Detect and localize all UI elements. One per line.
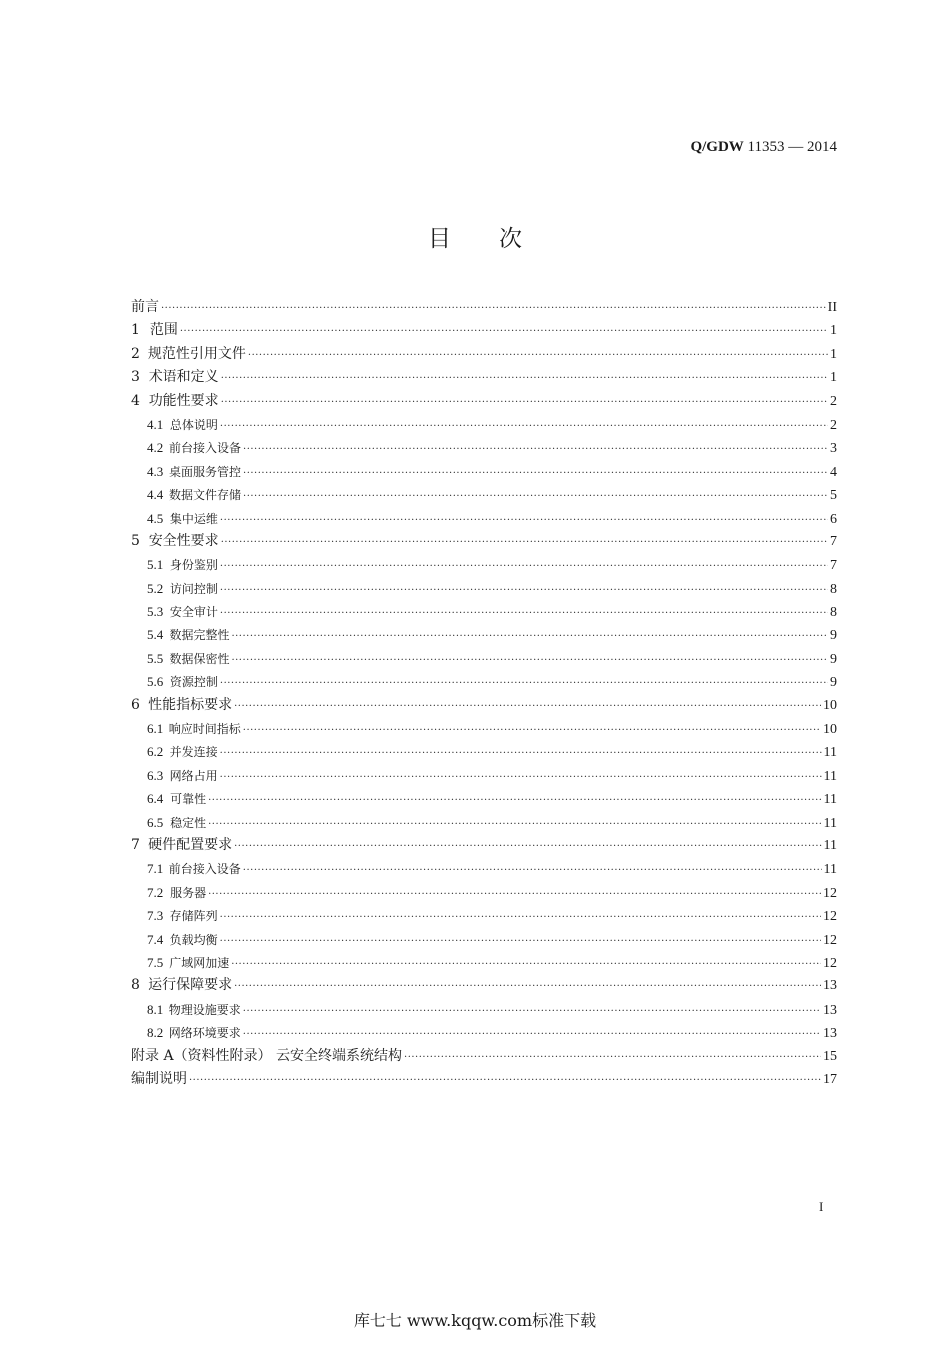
- toc-entry-label: 前台接入设备: [169, 441, 242, 456]
- toc-entry-label: 并发连接: [169, 745, 218, 760]
- toc-leader-dots: [189, 1069, 821, 1092]
- toc-entry-label: 身份鉴别: [169, 558, 218, 573]
- toc-entry-label: 负载均衡: [169, 932, 218, 947]
- toc-entry-number: 1: [131, 322, 140, 339]
- toc-entry-page: 7: [830, 558, 837, 574]
- toc-entry-label: 术语和定义: [148, 369, 219, 386]
- toc-leader-dots: [180, 320, 828, 343]
- toc-entry-label: 物理设施要求: [168, 1002, 241, 1017]
- toc-entry-page: 3: [830, 441, 837, 457]
- toc-entry-page: 10: [823, 722, 837, 738]
- toc-entry-number: 5.4: [147, 627, 164, 643]
- toc-entry-label: 响应时间指标: [168, 722, 241, 737]
- toc-entry-page: 4: [830, 464, 837, 480]
- toc-entry-page: 7: [830, 533, 837, 549]
- toc-entry-page: 11: [823, 815, 837, 831]
- toc-entry-label: 稳定性: [170, 815, 207, 830]
- toc-entry-number: 4.2: [147, 440, 164, 456]
- toc-entry-number: 7.4: [147, 931, 164, 947]
- toc-entry-label: 性能指标要求: [148, 696, 233, 713]
- standard-code-number: 11353 — 2014: [743, 139, 837, 155]
- toc-leader-dots: [220, 555, 828, 578]
- toc-leader-dots: [220, 906, 821, 929]
- toc-entry-label: 范围: [149, 322, 178, 339]
- toc-entry-label: 访问控制: [169, 581, 218, 596]
- toc-entry-label: 网络占用: [169, 768, 218, 783]
- toc-leader-dots: [220, 766, 822, 789]
- toc-entry-page: 13: [823, 1026, 837, 1042]
- toc-entry[interactable]: [131, 928, 837, 951]
- toc-entry[interactable]: [131, 974, 837, 997]
- toc-entry-number: 5.5: [147, 650, 164, 666]
- toc-entry-number: 7: [131, 836, 140, 853]
- toc-entry-label: 硬件配置要求: [148, 836, 233, 853]
- toc-entry-number: 5.1: [147, 557, 164, 573]
- toc-entry-page: II: [827, 300, 837, 315]
- toc-entry[interactable]: [131, 1068, 837, 1091]
- toc-entry-page: 8: [830, 581, 837, 597]
- toc-entry-number: 6.5: [147, 814, 164, 830]
- toc-entry-label: 安全性要求: [148, 532, 219, 549]
- toc-entry-page: 12: [823, 885, 837, 901]
- toc-leader-dots: [231, 953, 821, 976]
- toc-entry-label: 存储阵列: [169, 909, 218, 924]
- toc-entry[interactable]: [131, 670, 837, 693]
- toc-entry-number: 8: [131, 977, 140, 994]
- toc-entry-label: 总体说明: [169, 417, 218, 432]
- toc-entry-page: 15: [823, 1048, 837, 1064]
- toc-entry[interactable]: [131, 577, 837, 600]
- toc-leader-dots: [243, 1000, 821, 1023]
- toc-entry-label: 编制说明: [131, 1070, 187, 1087]
- toc-entry[interactable]: [131, 1021, 837, 1044]
- toc-entry[interactable]: [131, 881, 837, 904]
- table-of-contents: [131, 296, 837, 1091]
- toc-entry[interactable]: [131, 553, 837, 576]
- toc-leader-dots: [234, 695, 821, 718]
- toc-entry[interactable]: [131, 390, 837, 413]
- toc-entry[interactable]: [131, 507, 837, 530]
- toc-entry-label: 数据文件存储: [169, 488, 242, 503]
- toc-entry[interactable]: [131, 436, 837, 459]
- toc-entry-page: 12: [823, 955, 837, 971]
- toc-entry[interactable]: [131, 1045, 837, 1068]
- toc-entry[interactable]: [131, 834, 837, 857]
- toc-entry-number: 4.3: [147, 463, 164, 479]
- toc-entry-label: 前言: [131, 299, 159, 315]
- toc-entry-page: 11: [823, 862, 837, 878]
- toc-leader-dots: [208, 883, 821, 906]
- toc-entry-number: 7.2: [147, 884, 164, 900]
- toc-entry-page: 11: [823, 768, 837, 784]
- toc-entry-number: 7.3: [147, 908, 164, 924]
- toc-entry[interactable]: [131, 764, 837, 787]
- page-number: I: [819, 1199, 824, 1214]
- toc-entry-number: 8.1: [147, 1001, 164, 1017]
- toc-entry-page: 2: [830, 393, 837, 409]
- toc-entry-page: 9: [830, 675, 837, 691]
- toc-entry-number: 8.2: [147, 1025, 164, 1041]
- toc-entry[interactable]: [131, 623, 837, 646]
- toc-entry-number: 7.5: [147, 954, 164, 970]
- toc-entry-label: 桌面服务管控: [169, 464, 242, 479]
- toc-leader-dots: [231, 625, 828, 648]
- toc-leader-dots: [234, 835, 821, 858]
- toc-entry[interactable]: [131, 600, 837, 623]
- toc-entry-page: 1: [830, 346, 837, 362]
- toc-entry-number: 6.4: [147, 791, 164, 807]
- toc-leader-dots: [221, 531, 828, 554]
- toc-entry-label: 附录 A（资料性附录） 云安全终端系统结构: [131, 1047, 403, 1064]
- toc-entry-page: 6: [830, 511, 837, 527]
- standard-code-prefix: Q/GDW: [690, 139, 744, 155]
- toc-entry[interactable]: [131, 998, 837, 1021]
- toc-entry-page: 12: [823, 932, 837, 948]
- toc-entry-number: 4.5: [147, 510, 164, 526]
- toc-entry-label: 集中运维: [169, 511, 218, 526]
- toc-leader-dots: [220, 930, 821, 953]
- toc-entry-label: 功能性要求: [148, 392, 219, 409]
- toc-entry[interactable]: [131, 530, 837, 553]
- toc-entry-number: 4.4: [147, 487, 164, 503]
- toc-entry[interactable]: [131, 811, 837, 834]
- toc-entry[interactable]: [131, 460, 837, 483]
- toc-leader-dots: [243, 719, 821, 742]
- page-title: 目次: [428, 226, 570, 252]
- toc-entry[interactable]: [131, 904, 837, 927]
- toc-leader-dots: [220, 602, 828, 625]
- toc-entry-page: 11: [823, 745, 837, 761]
- toc-entry-number: 5.2: [147, 580, 164, 596]
- toc-entry-label: 安全审计: [169, 605, 218, 620]
- toc-entry-page: 5: [830, 488, 837, 504]
- toc-entry-page: 11: [823, 837, 837, 853]
- toc-entry-page: 10: [823, 697, 837, 713]
- toc-entry[interactable]: [131, 694, 837, 717]
- toc-leader-dots: [243, 1023, 821, 1046]
- toc-entry-number: 6: [131, 696, 140, 713]
- toc-entry[interactable]: [131, 483, 837, 506]
- toc-entry-page: 11: [823, 792, 837, 808]
- toc-entry-label: 运行保障要求: [148, 977, 233, 994]
- toc-entry[interactable]: [131, 857, 837, 880]
- toc-entry-number: 4: [131, 392, 140, 409]
- toc-leader-dots: [234, 975, 821, 998]
- toc-entry-number: 7.1: [147, 861, 164, 877]
- toc-entry-page: 9: [830, 628, 837, 644]
- standard-code: [690, 139, 837, 156]
- toc-entry[interactable]: [131, 717, 837, 740]
- toc-leader-dots: [220, 742, 822, 765]
- toc-entry-label: 广域网加速: [169, 955, 230, 970]
- toc-leader-dots: [248, 344, 828, 367]
- toc-entry-label: 网络环境要求: [168, 1026, 241, 1041]
- watermark-footer: 库七七 www.kqqw.com标准下载: [353, 1311, 597, 1330]
- toc-entry[interactable]: [131, 787, 837, 810]
- toc-entry-label: 可靠性: [170, 792, 207, 807]
- toc-leader-dots: [243, 859, 822, 882]
- toc-entry-number: 6.1: [147, 721, 164, 737]
- toc-leader-dots: [220, 672, 828, 695]
- toc-entry-number: 4.1: [147, 416, 164, 432]
- toc-entry-number: 6.3: [147, 767, 164, 783]
- toc-leader-dots: [161, 297, 826, 320]
- toc-entry-number: 5.3: [147, 604, 164, 620]
- toc-entry[interactable]: [131, 319, 837, 342]
- toc-leader-dots: [221, 367, 828, 390]
- toc-entry-number: 2: [131, 345, 140, 362]
- toc-leader-dots: [208, 813, 821, 836]
- toc-entry-number: 6.2: [147, 744, 164, 760]
- toc-entry-page: 1: [830, 323, 837, 339]
- toc-entry-page: 2: [830, 417, 837, 433]
- toc-leader-dots: [220, 509, 828, 532]
- toc-entry-number: 5: [131, 532, 140, 549]
- toc-leader-dots: [243, 438, 828, 461]
- toc-entry-number: 3: [131, 369, 140, 386]
- toc-entry-page: 8: [830, 605, 837, 621]
- toc-entry-page: 17: [823, 1071, 837, 1087]
- toc-entry-label: 数据完整性: [169, 628, 230, 643]
- toc-entry[interactable]: [131, 951, 837, 974]
- toc-entry[interactable]: [131, 366, 837, 389]
- toc-entry[interactable]: [131, 343, 837, 366]
- toc-leader-dots: [243, 462, 828, 485]
- toc-entry-label: 规范性引用文件: [147, 345, 246, 362]
- toc-entry-page: 13: [823, 1002, 837, 1018]
- toc-entry-label: 服务器: [170, 885, 207, 900]
- toc-entry-label: 资源控制: [169, 675, 218, 690]
- toc-entry-label: 前台接入设备: [168, 862, 241, 877]
- toc-entry[interactable]: [131, 296, 837, 319]
- toc-entry-page: 12: [823, 909, 837, 925]
- toc-leader-dots: [208, 789, 821, 812]
- toc-entry[interactable]: [131, 647, 837, 670]
- toc-leader-dots: [231, 649, 828, 672]
- toc-leader-dots: [221, 391, 828, 414]
- toc-leader-dots: [243, 485, 828, 508]
- toc-entry-page: 9: [830, 651, 837, 667]
- toc-entry[interactable]: [131, 413, 837, 436]
- toc-leader-dots: [404, 1046, 821, 1069]
- toc-entry-page: 1: [830, 370, 837, 386]
- toc-entry[interactable]: [131, 740, 837, 763]
- toc-leader-dots: [220, 415, 828, 438]
- toc-entry-number: 5.6: [147, 674, 164, 690]
- toc-leader-dots: [220, 579, 828, 602]
- toc-entry-label: 数据保密性: [169, 651, 230, 666]
- toc-entry-page: 13: [823, 978, 837, 994]
